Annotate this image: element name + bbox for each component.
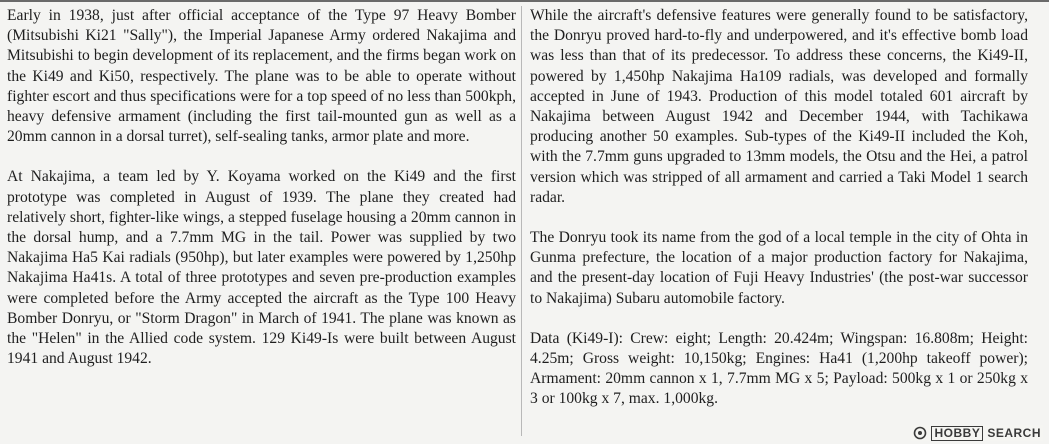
watermark-logo: HOBBY	[931, 426, 983, 441]
hobby-search-watermark	[911, 425, 1043, 441]
left-paragraph-2: At Nakajima, a team led by Y. Koyama worked on the Ki49 and the first prototype was completed in August of 1939. The plane they created had relatively short, fighter-like wings, a stepped fuselage housing a 20mm cannon in the dorsal hump, and a 7.7mm MG in the tail. Power was supplied by two Nakajima Ha5 Kai radials (950hp), but later examples were powered by 1,250hp Nakajima Ha41s. A total of three prototypes and seven pre-production examples were completed before the Army accepted the aircraft as the Type 100 Heavy Bomber Donryu, or "Storm Dragon" in March of 1941. The plane was known as the "Helen" in the Allied code system. 129 Ki49-Is were built between August 1941 and August 1942.	[7, 168, 516, 368]
hobby-search-icon	[913, 426, 927, 440]
column-divider	[521, 6, 522, 436]
watermark-text: SEARCH	[987, 426, 1041, 440]
right-paragraph-3: Data (Ki49-I): Crew: eight; Length: 20.424m; Wingspan: 16.808m; Height: 4.25m; Gross weight: 10,150kg; Engines: Ha41 (1,200hp takeoff power); Armament: 20mm cannon x 1, 7.7mm MG x 5; Payload: 500kg x 1 or 250kg x 3 or 100kg x 7, max. 1,000kg.	[530, 329, 1028, 408]
top-rule	[0, 0, 1049, 2]
left-paragraph-1: Early in 1938, just after official acceptance of the Type 97 Heavy Bomber (Mitsubishi Ki21 "Sally"), the Imperial Japanese Army ordered Nakajima and Mitsubishi to begin development of its replacement, and the firms began work on the Ki49 and Ki50, respectively. The plane was to be able to operate without fighter escort and thus specifications were for a top speed of no less than 500kph, heavy defensive armament (including the first tail-mounted gun as well as a 20mm cannon in a dorsal turret), self-sealing tanks, armor plate and more.	[7, 7, 516, 146]
right-column	[530, 6, 1028, 410]
right-paragraph-1: While the aircraft's defensive features were generally found to be satisfactory, the Donryu proved hard-to-fly and underpowered, and it's effective bomb load was less than that of its predecessor. To address these concerns, the Ki49-II, powered by 1,450hp Nakajima Ha109 radials, was developed and formally accepted in June of 1943. Production of this model totaled 601 aircraft by Nakajima between August 1942 and December 1944, with Tachikawa producing another 50 examples. Sub-types of the Ki49-II included the Koh, with the 7.7mm guns upgraded to 13mm models, the Otsu and the Hei, a patrol version which was stripped of all armament and carried a Taki Model 1 search radar.	[530, 7, 1028, 206]
left-column	[7, 6, 516, 369]
right-paragraph-2: The Donryu took its name from the god of a local temple in the city of Ohta in Gunma prefecture, the location of a major production factory for Nakajima, and the present-day location of Fuji Heavy Industries' (the post-war successor to Nakajima) Subaru automobile factory.	[530, 229, 1028, 307]
